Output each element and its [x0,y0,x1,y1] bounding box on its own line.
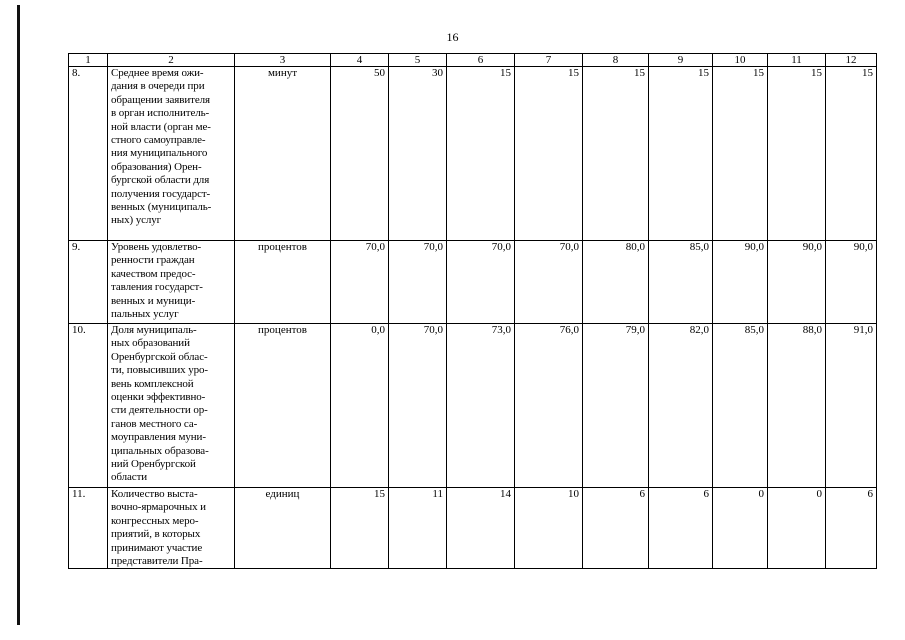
row-index: 8. [69,67,108,241]
indicator-name: Уровень удовлетво- ренности граждан качеством предос- тавления государст- венных и муници- пальных услуг [108,241,235,324]
value-cell: 11 [389,488,447,569]
value-cell: 14 [447,488,515,569]
column-header: 11 [768,54,826,67]
value-cell: 15 [649,67,713,241]
indicator-name: Количество выста- вочно-ярмарочных и конгрессных меро- приятий, в которых принимают участие представители Пра- [108,488,235,569]
value-cell: 70,0 [515,241,583,324]
row-index: 9. [69,241,108,324]
value-cell: 15 [768,67,826,241]
value-cell: 30 [389,67,447,241]
value-cell: 0 [768,488,826,569]
unit-cell: процентов [235,241,331,324]
value-cell: 70,0 [331,241,389,324]
scan-margin-bar [17,5,20,625]
value-cell: 79,0 [583,324,649,488]
page-number: 16 [446,30,459,44]
table-row [69,324,877,488]
column-header: 6 [447,54,515,67]
value-cell: 6 [649,488,713,569]
value-cell: 88,0 [768,324,826,488]
indicator-name: Среднее время ожи- дания в очереди при обращении заявителя в орган исполнитель- ной власти (орган ме- стного самоуправле- ния муниципального образования) Орен- бургской области для получения государст- венных (муниципаль- ных) услуг [108,67,235,241]
column-header: 5 [389,54,447,67]
value-cell: 15 [826,67,877,241]
indicator-table [68,53,877,569]
value-cell: 90,0 [713,241,768,324]
value-cell: 0 [713,488,768,569]
column-header: 4 [331,54,389,67]
value-cell: 90,0 [768,241,826,324]
value-cell: 70,0 [389,324,447,488]
column-header: 7 [515,54,583,67]
value-cell: 90,0 [826,241,877,324]
indicator-name: Доля муниципаль- ных образований Оренбургской облас- ти, повысивших уро- вень комплексной оценки эффективно- сти деятельности ор- ганов местного са- моуправления муни- ципальных образова- ний Оренбургской области [108,324,235,488]
unit-cell: минут [235,67,331,241]
value-cell: 70,0 [389,241,447,324]
value-cell: 85,0 [713,324,768,488]
value-cell: 0,0 [331,324,389,488]
value-cell: 10 [515,488,583,569]
column-header: 12 [826,54,877,67]
value-cell: 85,0 [649,241,713,324]
column-header: 8 [583,54,649,67]
value-cell: 15 [331,488,389,569]
value-cell: 6 [826,488,877,569]
value-cell: 50 [331,67,389,241]
column-number-row [69,54,877,67]
value-cell: 15 [447,67,515,241]
value-cell: 82,0 [649,324,713,488]
column-header: 3 [235,54,331,67]
value-cell: 15 [583,67,649,241]
value-cell: 70,0 [447,241,515,324]
table-row [69,241,877,324]
table-row [69,488,877,569]
column-header: 9 [649,54,713,67]
value-cell: 6 [583,488,649,569]
value-cell: 73,0 [447,324,515,488]
row-index: 10. [69,324,108,488]
column-header: 1 [69,54,108,67]
column-header: 10 [713,54,768,67]
value-cell: 15 [515,67,583,241]
unit-cell: процентов [235,324,331,488]
value-cell: 15 [713,67,768,241]
value-cell: 80,0 [583,241,649,324]
value-cell: 91,0 [826,324,877,488]
unit-cell: единиц [235,488,331,569]
table-row [69,67,877,241]
value-cell: 76,0 [515,324,583,488]
column-header: 2 [108,54,235,67]
row-index: 11. [69,488,108,569]
